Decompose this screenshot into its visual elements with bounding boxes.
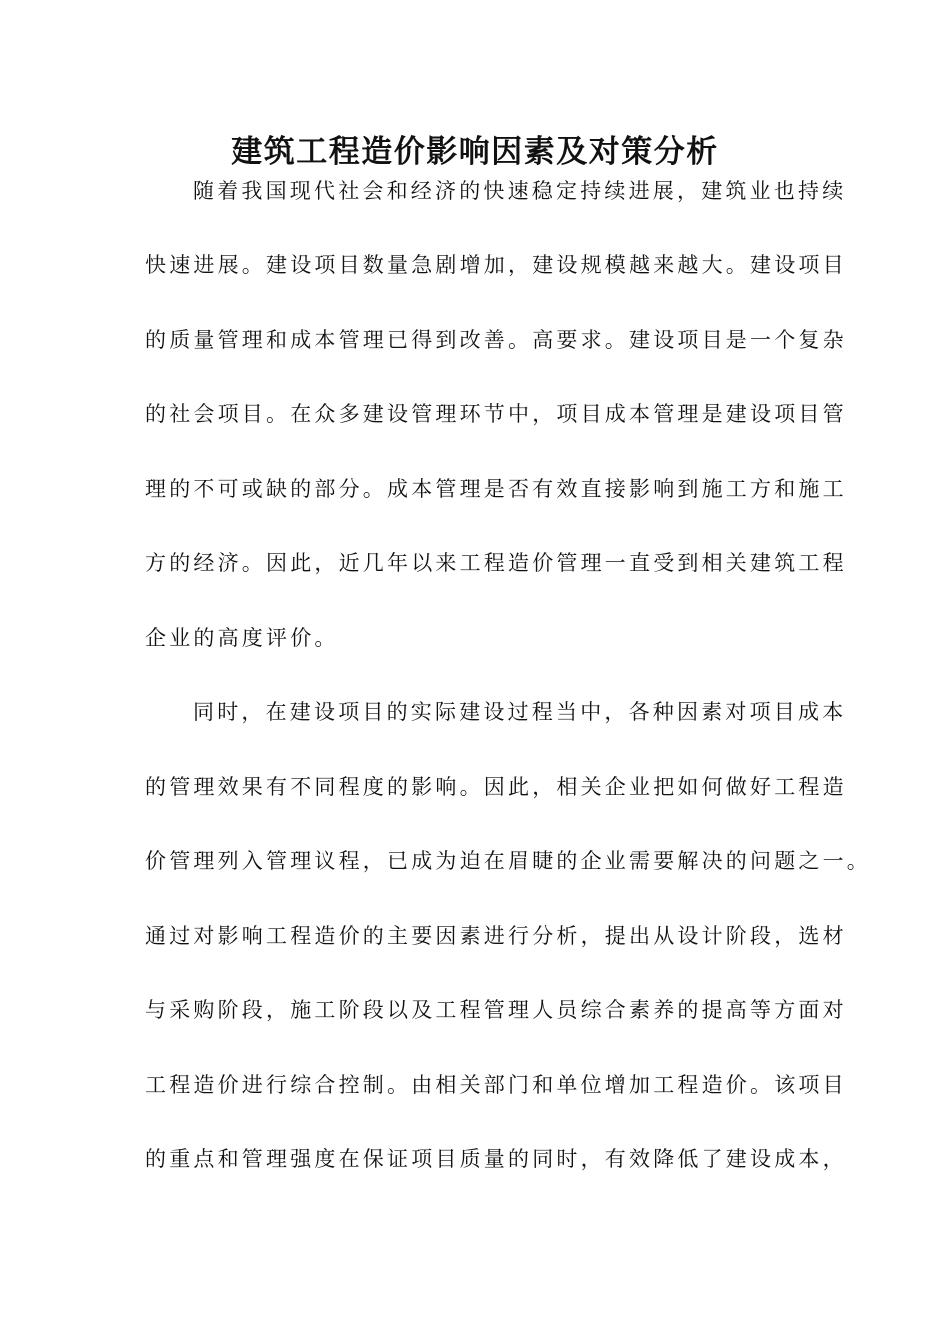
document-title: 建筑工程造价影响因素及对策分析 [231, 134, 719, 170]
paragraph-1-line-1: 随着我国现代社会和经济的快速稳定持续进展，建筑业也持续 [193, 179, 847, 203]
paragraph-2-line-2: 的管理效果有不同程度的影响。因此，相关企业把如何做好工程造 [145, 775, 847, 799]
paragraph-2-line-6: 工程造价进行综合控制。由相关部门和单位增加工程造价。该项目 [145, 1073, 847, 1097]
paragraph-1-line-7: 企业的高度评价。 [145, 626, 339, 650]
paragraph-2-line-3: 价管理列入管理议程，已成为迫在眉睫的企业需要解决的问题之一。 [145, 849, 871, 873]
paragraph-2-line-1: 同时，在建设项目的实际建设过程当中，各种因素对项目成本 [193, 700, 847, 724]
paragraph-1-line-6: 方的经济。因此，近几年以来工程造价管理一直受到相关建筑工程 [145, 551, 847, 575]
paragraph-1-line-3: 的质量管理和成本管理已得到改善。高要求。建设项目是一个复杂 [145, 328, 847, 352]
paragraph-2-line-4: 通过对影响工程造价的主要因素进行分析，提出从设计阶段，选材 [145, 924, 847, 948]
paragraph-1-line-5: 理的不可或缺的部分。成本管理是否有效直接影响到施工方和施工 [145, 477, 847, 501]
paragraph-1-line-2: 快速进展。建设项目数量急剧增加，建设规模越来越大。建设项目 [145, 253, 847, 277]
paragraph-2-line-7: 的重点和管理强度在保证项目质量的同时，有效降低了建设成本， [145, 1147, 847, 1171]
paragraph-1-line-4: 的社会项目。在众多建设管理环节中，项目成本管理是建设项目管 [145, 402, 847, 426]
paragraph-2-line-5: 与采购阶段，施工阶段以及工程管理人员综合素养的提高等方面对 [145, 998, 847, 1022]
